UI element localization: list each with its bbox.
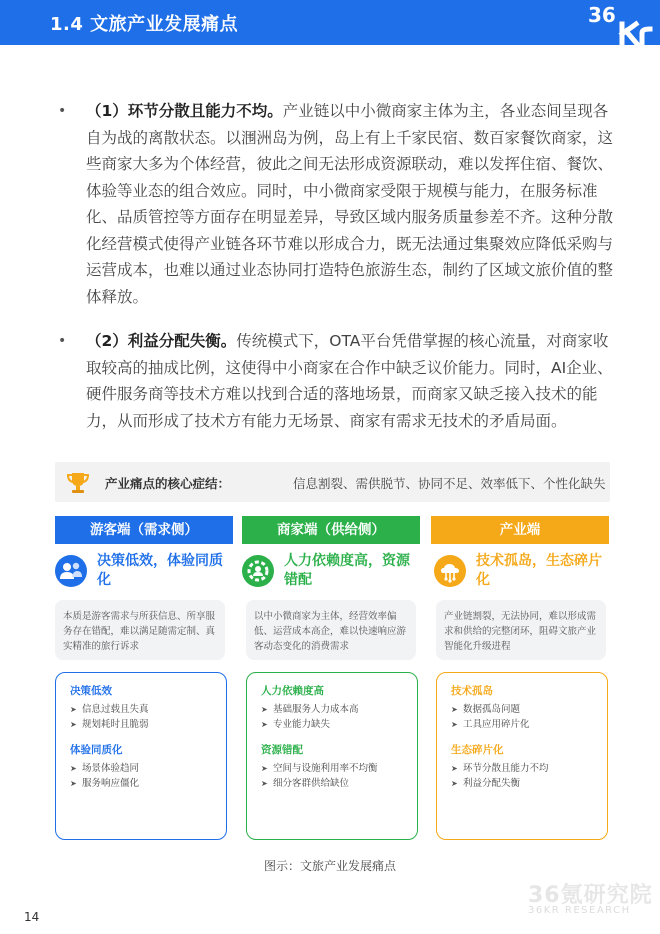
cloud-network-icon bbox=[434, 555, 466, 587]
page-header bbox=[0, 0, 660, 45]
detail-item: ➤ 空间与设施利用率不均衡 bbox=[261, 763, 378, 774]
arrow-icon: ➤ bbox=[451, 705, 458, 714]
detail-item: ➤ 工具应用碎片化 bbox=[451, 719, 530, 730]
gear-person-icon bbox=[242, 555, 274, 587]
summary-value: 信息割裂、需供脱节、协同不足、效率低下、个性化缺失 bbox=[293, 476, 606, 491]
arrow-icon: ➤ bbox=[261, 779, 268, 788]
detail-heading: 人力依赖度高 bbox=[261, 685, 324, 697]
column-title: 技术孤岛，生态碎片化 bbox=[476, 553, 602, 588]
paragraph-body: 产业链以中小微商家主体为主，各业态间呈现各自为战的离散状态。以涠洲岛为例，岛上有上千家民宿、数百家餐饮商家，这些商家大多为个体经营，彼此之间无法形成资源联动，难以发挥住宿、餐饮、体验等业态的组合效应。同时，中小微商家受限于规模与能力，在服务标准化、品质管控等方面存在明显差异，导致区域内服务质量参差不齐。这种分散化经营模式使得产业链各环节难以形成合力，既无法通过集聚效应降低采购与运营成本，也难以通过业态协同打造特色旅游生态，制约了区域文旅价值的整体释放。 bbox=[86, 102, 614, 306]
users-icon bbox=[55, 555, 87, 587]
page-title: 1.4 文旅产业发展痛点 bbox=[50, 14, 239, 35]
detail-group bbox=[70, 742, 212, 791]
detail-item: ➤ 基础服务人力成本高 bbox=[261, 704, 359, 715]
detail-item: ➤ 规划耗时且脆弱 bbox=[70, 719, 149, 730]
detail-item: ➤ 专业能力缺失 bbox=[261, 719, 331, 730]
detail-group bbox=[261, 683, 403, 732]
detail-group bbox=[451, 742, 593, 791]
summary-bar bbox=[55, 462, 610, 502]
watermark-en: 36KR RESEARCH bbox=[528, 905, 631, 916]
svg-text:36: 36 bbox=[588, 3, 616, 27]
detail-item: ➤ 环节分散且能力不均 bbox=[451, 763, 549, 774]
arrow-icon: ➤ bbox=[70, 779, 77, 788]
column-header-tourist: 游客端（需求侧） bbox=[55, 516, 233, 544]
36kr-logo-icon bbox=[570, 0, 660, 45]
detail-item: ➤ 细分客群供给缺位 bbox=[261, 778, 350, 789]
detail-heading: 资源错配 bbox=[261, 744, 303, 756]
arrow-icon: ➤ bbox=[261, 720, 268, 729]
detail-box-industry bbox=[436, 672, 608, 840]
detail-group bbox=[261, 742, 403, 791]
arrow-icon: ➤ bbox=[70, 705, 77, 714]
column-title: 决策低效，体验同质化 bbox=[97, 553, 223, 588]
detail-item: ➤ 利益分配失衡 bbox=[451, 778, 521, 789]
column-title-row-tourist bbox=[55, 552, 233, 592]
paragraph-lead: （1）环节分散且能力不均。 bbox=[86, 102, 283, 120]
figure-caption: 图示：文旅产业发展痛点 bbox=[263, 859, 396, 873]
paragraph-lead: （2）利益分配失衡。 bbox=[86, 332, 237, 350]
trophy-icon bbox=[65, 470, 91, 496]
column-description: 本质是游客需求与所获信息、所享服务存在错配，难以满足随需定制、真实精准的旅行诉求 bbox=[55, 600, 225, 660]
detail-heading: 生态碎片化 bbox=[451, 744, 504, 756]
arrow-icon: ➤ bbox=[451, 720, 458, 729]
arrow-icon: ➤ bbox=[261, 764, 268, 773]
detail-item: ➤ 数据孤岛问题 bbox=[451, 704, 521, 715]
detail-item: ➤ 场景体验趋同 bbox=[70, 763, 140, 774]
detail-group bbox=[451, 683, 593, 732]
paragraph-body: 传统模式下，OTA平台凭借掌握的核心流量，对商家收取较高的抽成比例，这使得中小商家在合作中缺乏议价能力。同时，AI企业、硬件服务商等技术方难以找到合适的落地场景，而商家又缺乏接入技术的能力，从而形成了技术方有能力无场景、商家有需求无技术的矛盾局面。 bbox=[86, 332, 613, 430]
column-title: 人力依赖度高，资源错配 bbox=[284, 553, 410, 588]
arrow-icon: ➤ bbox=[451, 764, 458, 773]
column-title-row-merchant bbox=[242, 552, 420, 592]
detail-heading: 体验同质化 bbox=[70, 744, 123, 756]
paragraph-1 bbox=[58, 98, 618, 318]
summary-label: 产业痛点的核心症结： bbox=[105, 476, 231, 491]
arrow-icon: ➤ bbox=[70, 720, 77, 729]
detail-item: ➤ 服务响应僵化 bbox=[70, 778, 140, 789]
page-number: 14 bbox=[24, 910, 40, 924]
bullet: • bbox=[58, 103, 67, 119]
arrow-icon: ➤ bbox=[70, 764, 77, 773]
detail-heading: 决策低效 bbox=[70, 685, 112, 697]
detail-group bbox=[70, 683, 212, 732]
detail-item: ➤ 信息过载且失真 bbox=[70, 704, 149, 715]
column-description: 产业链割裂，无法协同，难以形成需求和供给的完整闭环，阻碍文旅产业智能化升级进程 bbox=[436, 600, 606, 660]
watermark-cn: 36氪研究院 bbox=[528, 883, 653, 908]
bullet: • bbox=[58, 333, 67, 349]
detail-box-merchant bbox=[246, 672, 418, 840]
column-header-merchant: 商家端（供给侧） bbox=[242, 516, 420, 544]
detail-box-tourist bbox=[55, 672, 227, 840]
arrow-icon: ➤ bbox=[261, 705, 268, 714]
column-title-row-industry bbox=[434, 552, 612, 592]
column-header-industry: 产业端 bbox=[431, 516, 609, 544]
arrow-icon: ➤ bbox=[451, 779, 458, 788]
detail-heading: 技术孤岛 bbox=[451, 685, 493, 697]
paragraph-2 bbox=[58, 328, 618, 440]
column-description: 以中小微商家为主体，经营效率偏低、运营成本高企，难以快速响应游客动态变化的消费需求 bbox=[246, 600, 416, 660]
